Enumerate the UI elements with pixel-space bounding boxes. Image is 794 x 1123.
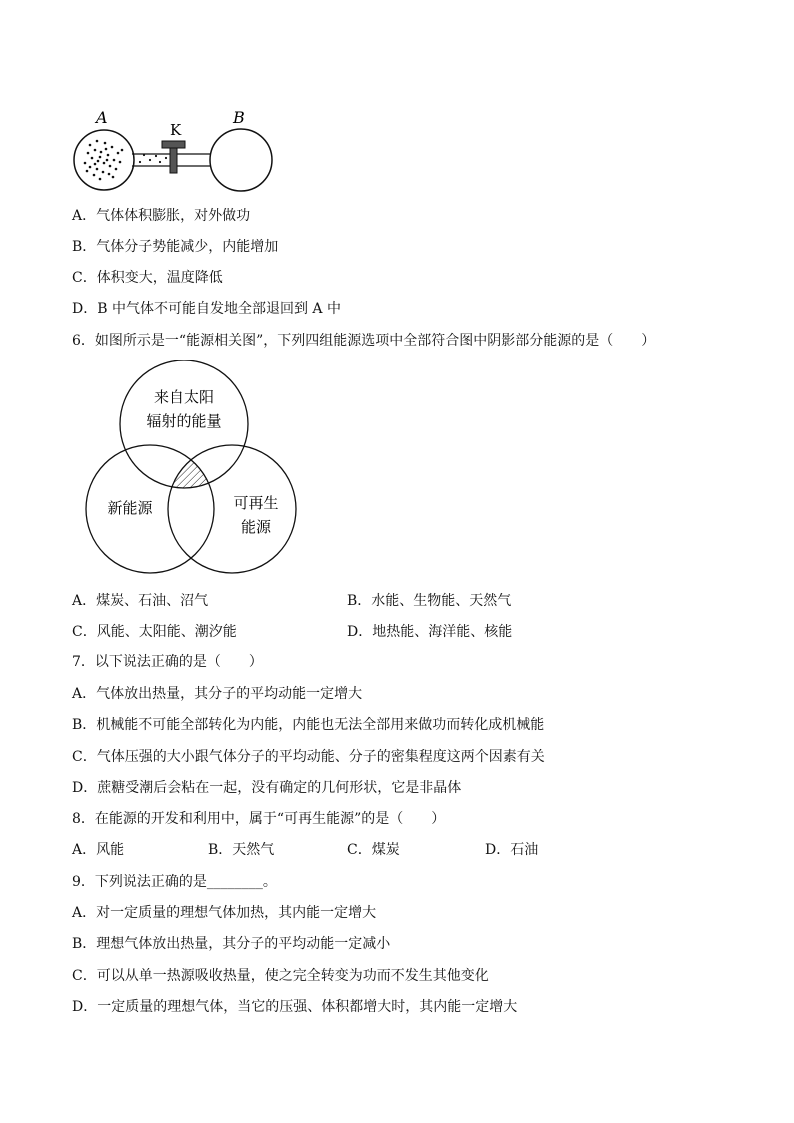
q9-stem: 9．下列说法正确的是________。 (72, 874, 277, 890)
q8-option-c: C．煤炭 (347, 842, 400, 858)
q9-option-a: A．对一定质量的理想气体加热，其内能一定增大 (72, 905, 377, 921)
gas-diffusion-figure (70, 105, 280, 195)
bulb-a (74, 130, 134, 190)
q5-option-c: C．体积变大，温度降低 (72, 270, 223, 286)
q8-stem: 8．在能源的开发和利用中，属于“可再生能源”的是（ ） (72, 811, 446, 827)
q7-option-a: A．气体放出热量，其分子的平均动能一定增大 (72, 686, 363, 702)
q8-option-d: D．石油 (485, 842, 539, 858)
label-a: A (96, 108, 108, 127)
energy-venn-diagram (70, 360, 310, 580)
q6-option-b: B．水能、生物能、天然气 (347, 593, 512, 609)
q8-option-a: A．风能 (72, 842, 125, 858)
venn-right-line2: 能源 (240, 518, 272, 536)
q7-stem: 7．以下说法正确的是（ ） (72, 654, 263, 670)
q9-option-b: B．理想气体放出热量，其分子的平均动能一定减小 (72, 936, 391, 952)
label-b: B (233, 108, 245, 127)
q6-option-d: D．地热能、海洋能、核能 (347, 624, 513, 640)
q8-option-b: B．天然气 (208, 842, 275, 858)
q7-option-d: D．蔗糖受潮后会粘在一起，没有确定的几何形状，它是非晶体 (72, 780, 462, 796)
bulb-b (210, 129, 272, 191)
q7-option-c: C．气体压强的大小跟气体分子的平均动能、分子的密集程度这两个因素有关 (72, 749, 545, 765)
q9-option-d: D．一定质量的理想气体，当它的压强、体积都增大时，其内能一定增大 (72, 999, 518, 1015)
valve-k (162, 141, 185, 148)
q5-option-d: D．B 中气体不可能自发地全部退回到 A 中 (72, 301, 341, 317)
label-k: K (170, 121, 182, 139)
venn-top-line1: 来自太阳 (153, 388, 215, 406)
q5-option-b: B．气体分子势能减少，内能增加 (72, 239, 279, 255)
gas-molecules (84, 140, 167, 181)
q6-option-a: A．煤炭、石油、沼气 (72, 593, 209, 609)
q6-stem: 6．如图所示是一“能源相关图”，下列四组能源选项中全部符合图中阴影部分能源的是（ ） (72, 333, 656, 349)
q7-option-b: B．机械能不可能全部转化为内能，内能也无法全部用来做功而转化成机械能 (72, 717, 545, 733)
venn-left: 新能源 (107, 499, 153, 517)
q9-option-c: C．可以从单一热源吸收热量，使之完全转变为功而不发生其他变化 (72, 968, 489, 984)
q6-option-c: C．风能、太阳能、潮汐能 (72, 624, 237, 640)
q5-option-a: A．气体体积膨胀，对外做功 (72, 208, 251, 224)
venn-top-line2: 辐射的能量 (146, 412, 222, 430)
venn-right-line1: 可再生 (233, 494, 279, 512)
